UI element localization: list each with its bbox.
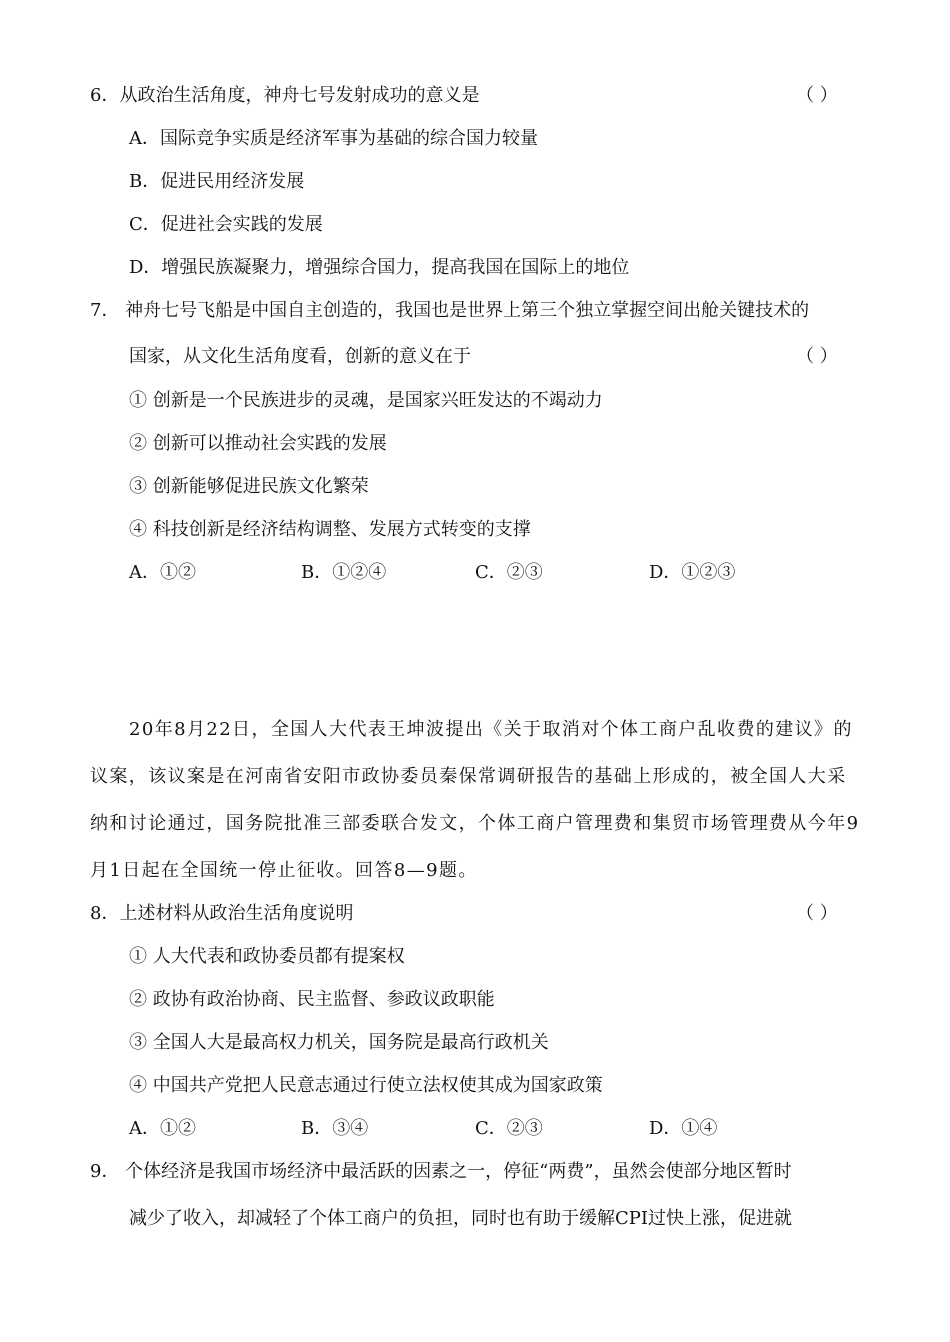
question-7-statement-1: ① 创新是一个民族进步的灵魂，是国家兴旺发达的不竭动力 <box>129 390 603 411</box>
question-8-choice-d: D．①④ <box>649 1118 718 1139</box>
question-7-stem-line-1: 7． 神舟七号飞船是中国自主创造的，我国也是世界上第三个独立掌握空间出舱关键技术的 <box>90 300 810 321</box>
material-line-4: 月1日起在全国统一停止征收。回答8—9题。 <box>90 860 478 881</box>
question-8-statement-1: ① 人大代表和政协委员都有提案权 <box>129 946 405 967</box>
question-8-statement-3: ③ 全国人大是最高权力机关，国务院是最高行政机关 <box>129 1032 549 1053</box>
question-6-option-a: A．国际竞争实质是经济军事为基础的综合国力较量 <box>129 128 538 149</box>
question-8-choice-c: C．②③ <box>475 1118 543 1139</box>
question-9-stem-line-2: 减少了收入，却减轻了个体工商户的负担，同时也有助于缓解CPI过快上涨，促进就 <box>129 1208 792 1229</box>
question-8-stem: 8．上述材料从政治生活角度说明 <box>90 903 354 924</box>
question-7-choice-d: D．①②③ <box>649 562 736 583</box>
question-9-stem-line-1: 9． 个体经济是我国市场经济中最活跃的因素之一，停征“两费”，虽然会使部分地区暂时 <box>90 1161 792 1182</box>
question-6-option-d: D．增强民族凝聚力，增强综合国力，提高我国在国际上的地位 <box>129 257 630 278</box>
question-8-choice-b: B．③④ <box>301 1118 369 1139</box>
material-line-2: 议案，该议案是在河南省安阳市政协委员秦保常调研报告的基础上形成的，被全国人大采 <box>90 766 847 787</box>
question-7-statement-3: ③ 创新能够促进民族文化繁荣 <box>129 476 369 497</box>
question-6-answer-blank: （ ） <box>796 85 838 106</box>
question-7-statement-2: ② 创新可以推动社会实践的发展 <box>129 433 387 454</box>
question-7-choice-b: B．①②④ <box>301 562 387 583</box>
question-7-answer-blank: （ ） <box>796 346 838 367</box>
question-6-option-c: C．促进社会实践的发展 <box>129 214 323 235</box>
question-8-statement-2: ② 政协有政治协商、民主监督、参政议政职能 <box>129 989 495 1010</box>
question-7-choice-a: A．①② <box>129 562 196 583</box>
question-8-choices <box>129 1117 869 1141</box>
question-7-choices <box>129 561 869 585</box>
material-line-3: 纳和讨论通过，国务院批准三部委联合发文，个体工商户管理费和集贸市场管理费从今年9 <box>90 813 860 834</box>
question-7-stem-line-2: 国家，从文化生活角度看，创新的意义在于 <box>129 346 471 367</box>
question-8-statement-4: ④ 中国共产党把人民意志通过行使立法权使其成为国家政策 <box>129 1075 603 1096</box>
question-8-answer-blank: （ ） <box>796 903 838 924</box>
material-line-1: 20年8月22日，全国人大代表王坤波提出《关于取消对个体工商户乱收费的建议》的 <box>129 719 853 740</box>
question-7-choice-c: C．②③ <box>475 562 543 583</box>
question-6-option-b: B．促进民用经济发展 <box>129 171 305 192</box>
question-6-stem: 6．从政治生活角度，神舟七号发射成功的意义是 <box>90 85 480 106</box>
question-8-choice-a: A．①② <box>129 1118 196 1139</box>
question-7-statement-4: ④ 科技创新是经济结构调整、发展方式转变的支撑 <box>129 519 531 540</box>
